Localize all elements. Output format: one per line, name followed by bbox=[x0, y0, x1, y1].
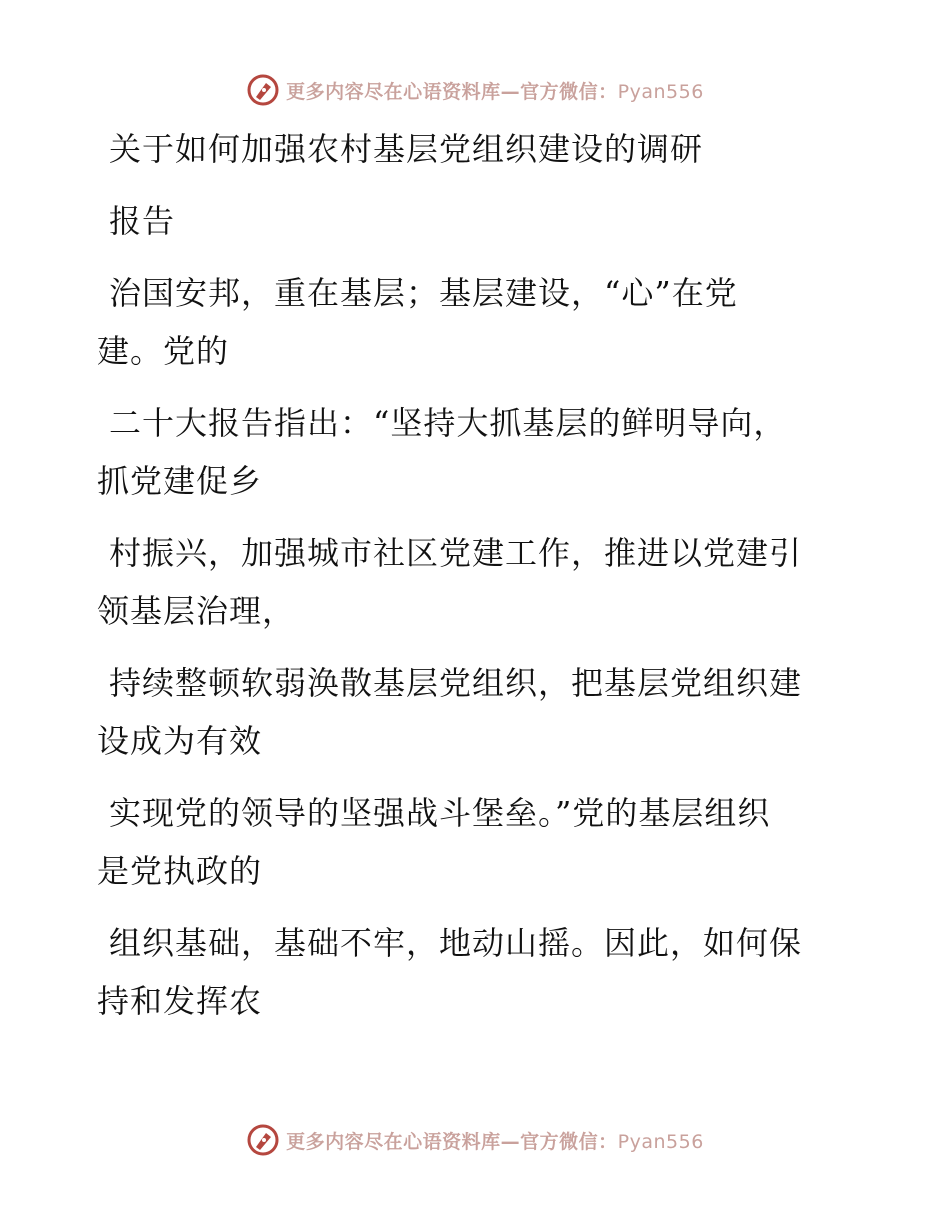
paragraph-line: 设成为有效 bbox=[97, 722, 263, 760]
footer-watermark bbox=[0, 1120, 950, 1160]
doc-title-line-1: 关于如何加强农村基层党组织建设的调研 bbox=[109, 130, 704, 168]
paragraph-line: 持和发挥农 bbox=[97, 982, 263, 1020]
pen-nib-circle-icon bbox=[246, 1123, 280, 1157]
paragraph-line: 二十大报告指出：“坚持大抓基层的鲜明导向， bbox=[109, 404, 787, 442]
paragraph-line: 实现党的领导的坚强战斗堡垒。”党的基层组织 bbox=[109, 794, 771, 832]
header-watermark bbox=[0, 70, 950, 110]
paragraph-line: 是党执政的 bbox=[97, 852, 263, 890]
paragraph-line: 建。党的 bbox=[97, 332, 230, 370]
pen-nib-circle-icon bbox=[246, 73, 280, 107]
paragraph-line: 抓党建促乡 bbox=[97, 462, 263, 500]
watermark-text: 更多内容尽在心语资料库—官方微信：Pyan556 bbox=[286, 80, 704, 103]
paragraph-line: 治国安邦，重在基层；基层建设，“心”在党 bbox=[109, 274, 738, 312]
paragraph-line: 组织基础，基础不牢，地动山摇。因此，如何保 bbox=[109, 924, 803, 962]
watermark-id: Pyan556 bbox=[617, 1130, 704, 1153]
watermark-id: Pyan556 bbox=[617, 80, 704, 103]
watermark-text: 更多内容尽在心语资料库—官方微信：Pyan556 bbox=[286, 1130, 704, 1153]
paragraph-line: 领基层治理， bbox=[97, 592, 296, 630]
document-body bbox=[97, 120, 837, 1030]
paragraph-line: 持续整顿软弱涣散基层党组织，把基层党组织建 bbox=[109, 664, 803, 702]
paragraph-line: 村振兴，加强城市社区党建工作，推进以党建引 bbox=[109, 534, 803, 572]
doc-title-line-2: 报告 bbox=[109, 202, 176, 240]
